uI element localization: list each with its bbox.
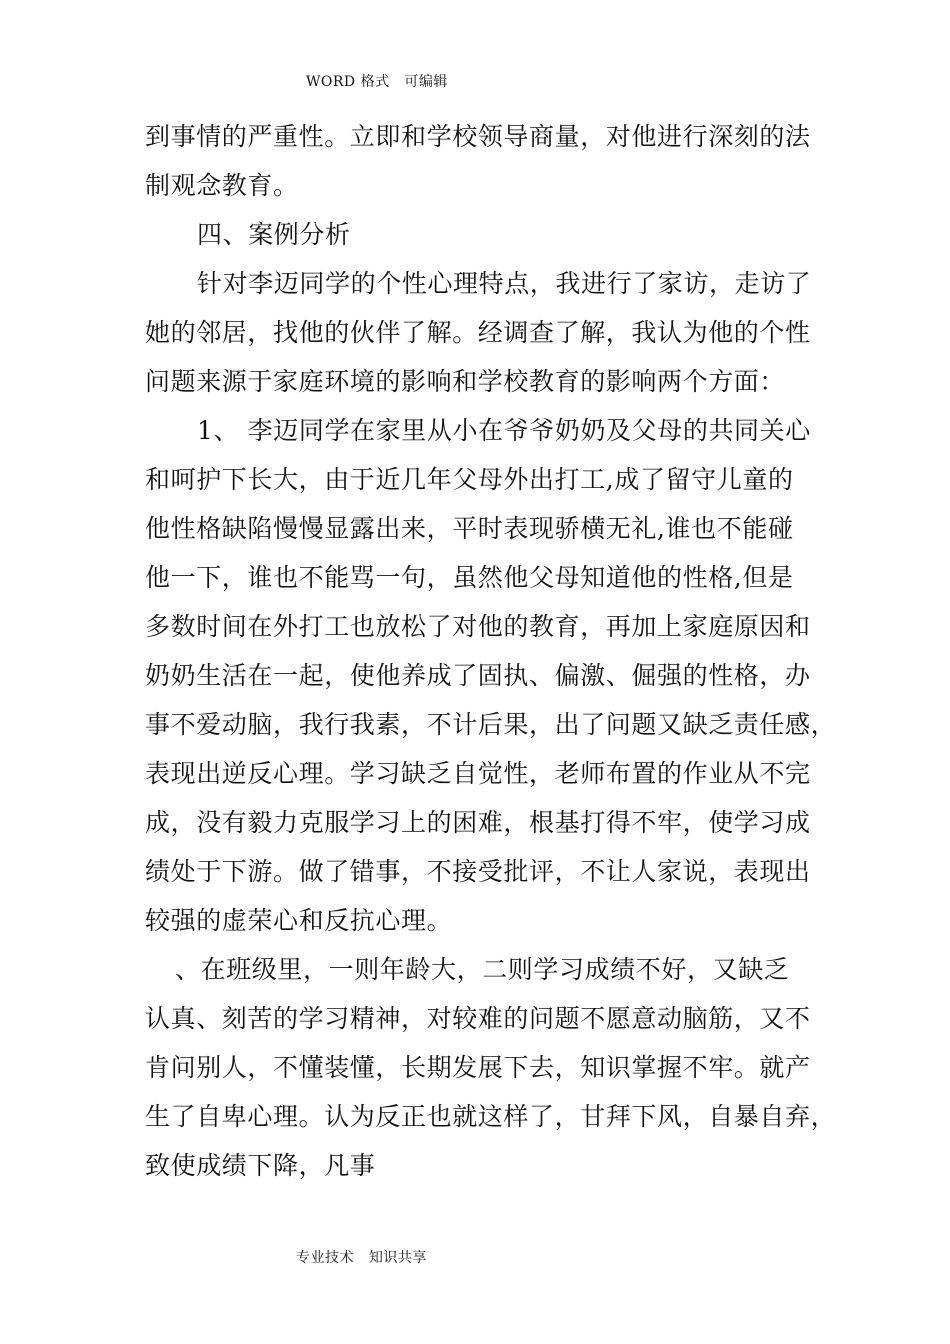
list-item-2: 、在班级里，一则年龄大，二则学习成绩不好，又缺乏 <box>175 955 790 984</box>
list-item-1: 1、 李迈同学在家里从小在爷爷奶奶及父母的共同关心 <box>197 416 811 445</box>
text-line: 较强的虚荣心和反抗心理。 <box>145 906 453 935</box>
text-line: 致使成绩下降，凡事 <box>145 1151 376 1180</box>
text-line: 成，没有毅力克服学习上的困难，根基打得不牢，使学习成 <box>145 808 811 837</box>
text-line: 奶奶生活在一起，使他养成了固执、偏激、倔强的性格，办 <box>145 661 811 690</box>
text-line: 他性格缺陷慢慢显露出来，平时表现骄横无礼,谁也不能碰 <box>145 514 794 543</box>
text-line: 他一下，谁也不能骂一句，虽然他父母知道他的性格,但是 <box>145 563 794 592</box>
text-line: 她的邻居，找他的伙伴了解。经调查了解，我认为他的个性 <box>145 318 811 347</box>
page-footer: 专业技术 知识共享 <box>296 1250 427 1266</box>
text-line: 制观念教育。 <box>145 171 299 200</box>
text-line: 到事情的严重性。立即和学校领导商量，对他进行深刻的法 <box>145 122 811 151</box>
page-header: WORD 格式 可编辑 <box>306 74 448 90</box>
document-body <box>145 112 837 1190</box>
text-line: 多数时间在外打工也放松了对他的教育，再加上家庭原因和 <box>145 612 811 641</box>
section-heading: 四、案例分析 <box>197 220 351 249</box>
text-line: 生了自卑心理。认为反正也就这样了，甘拜下风，自暴自弃， <box>145 1102 837 1131</box>
text-line: 和呵护下长大，由于近几年父母外出打工,成了留守儿童的 <box>145 465 794 494</box>
text-line: 问题来源于家庭环境的影响和学校教育的影响两个方面： <box>145 367 786 396</box>
text-line: 绩处于下游。做了错事，不接受批评，不让人家说，表现出 <box>145 857 811 886</box>
text-line: 肯问别人，不懂装懂，长期发展下去，知识掌握不牢。就产 <box>145 1053 811 1082</box>
text-line: 事不爱动脑，我行我素，不计后果，出了问题又缺乏责任感， <box>145 710 837 739</box>
text-line: 表现出逆反心理。学习缺乏自觉性，老师布置的作业从不完 <box>145 759 811 788</box>
text-line: 针对李迈同学的个性心理特点，我进行了家访，走访了 <box>197 269 812 298</box>
text-line: 认真、刻苦的学习精神，对较难的问题不愿意动脑筋，又不 <box>145 1004 811 1033</box>
